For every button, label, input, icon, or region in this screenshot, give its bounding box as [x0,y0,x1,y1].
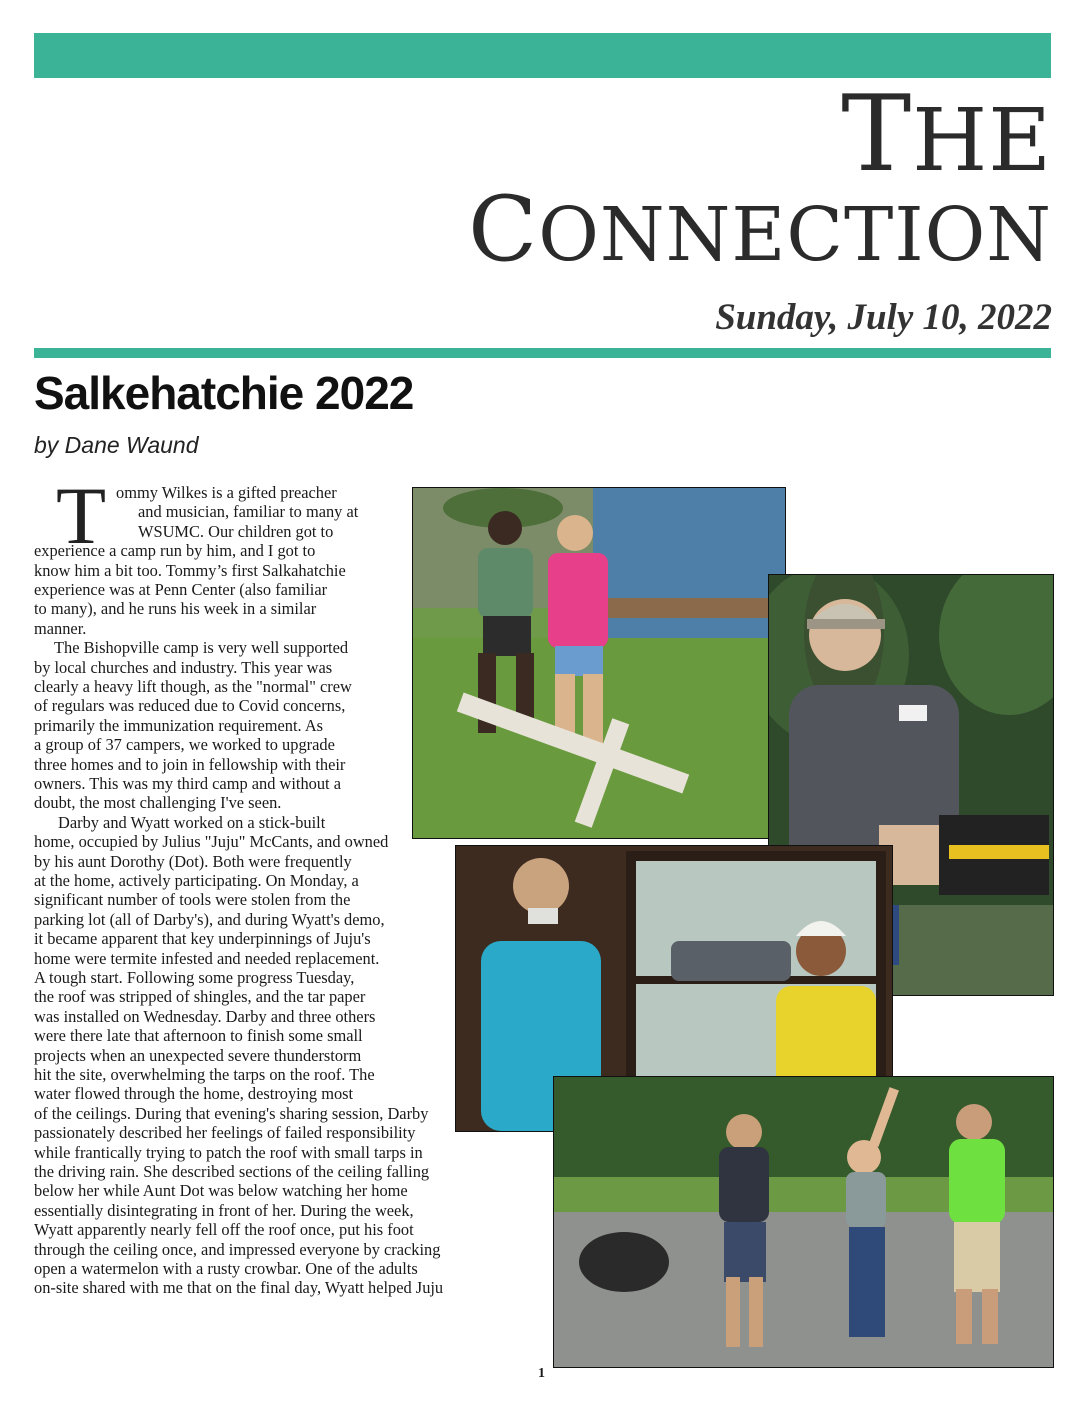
article-line: significant number of tools were stolen from the [34,890,351,910]
article-line: experience a camp run by him, and I got to [34,541,316,561]
article-line: the driving rain. She described sections of the ceiling falling [34,1162,430,1181]
masthead-title [468,73,1052,282]
article-line: were there late that afternoon to finish some small [34,1026,363,1046]
masthead-rule [34,348,1051,358]
article-line: was installed on Wednesday. Darby and three others [34,1006,376,1026]
article-line: experience was at Penn Center (also familiar [34,580,328,599]
drop-cap: T [56,470,107,561]
article-line: owners. This was my third camp and without a [34,774,341,793]
article-line: three homes and to join in fellowship with their [34,754,346,774]
photo-volunteers-with-cross [412,487,786,839]
article-line: home were termite infested and needed replacement. [34,948,380,968]
article-line: a group of 37 campers, we worked to upgrade [34,735,335,755]
article-line: of regulars was reduced due to Covid concerns, [34,696,346,716]
masthead-the: THE [841,73,1052,195]
article-line: to many), and he runs his week in a similar [34,599,317,619]
masthead-top-bar [34,33,1051,78]
article-line: manner. [34,618,87,638]
article-byline: by Dane Waund [34,432,199,458]
issue-date: Sunday, July 10, 2022 [715,297,1052,338]
article-line: The Bishopville camp is very well supported [54,638,349,658]
article-line: Darby and Wyatt worked on a stick-built [58,812,326,832]
article-line: through the ceiling once, and impressed everyone by cracking [34,1239,441,1259]
article-line: ommy Wilkes is a gifted preacher [116,483,337,502]
article-line: water flowed through the home, destroying most [34,1084,354,1104]
article-line: WSUMC. Our children got to [138,521,334,541]
article-line: by local churches and industry. This year was [34,657,333,677]
article-line: Wyatt apparently nearly fell off the roof once, put his foot [34,1220,414,1240]
article-headline: Salkehatchie 2022 [34,367,414,419]
article-line: parking lot (all of Darby's), and during Wyatt's demo, [34,909,385,929]
article-line: below her while Aunt Dot was below watching her home [34,1181,408,1201]
article-line: know him a bit too. Tommy’s first Salkahatchie [34,560,346,580]
article-line: while frantically trying to patch the roof with small tarps in [34,1142,423,1162]
article-line: of the ceilings. During that evening's sharing session, Darby [34,1103,429,1123]
article-line: primarily the immunization requirement. As [34,715,324,735]
article-line: at the home, actively participating. On Monday, a [34,871,359,890]
article-line: clearly a heavy lift though, as the "normal" crew [34,677,352,696]
masthead-connection: CONNECTION [468,177,1052,282]
article-line: passionately described her feelings of failed responsibility [34,1123,416,1143]
article-line: by his aunt Dorothy (Dot). Both were frequently [34,851,352,871]
article-line: essentially disintegrating in front of her. During the week, [34,1200,414,1220]
article-line: hit the site, overwhelming the tarps on the roof. The [34,1065,375,1084]
article-line: projects when an unexpected severe thunderstorm [34,1045,362,1065]
article-line: on-site shared with me that on the final day, Wyatt helped Juju [34,1278,444,1298]
article-line: open a watermelon with a rusty crowbar. One of the adults [34,1259,418,1278]
article-line: home, occupied by Julius "Juju" McCants, and owned [34,832,389,852]
photo-group-at-site [553,1076,1054,1368]
article-line: the roof was stripped of shingles, and the tar paper [34,987,366,1007]
page-number: 1 [538,1366,545,1381]
article-line: doubt, the most challenging I've seen. [34,793,282,813]
article-line: A tough start. Following some progress Tuesday, [34,968,355,987]
article-line: it became apparent that key underpinnings of Juju's [34,929,371,949]
article-line: and musician, familiar to many at [138,502,359,522]
